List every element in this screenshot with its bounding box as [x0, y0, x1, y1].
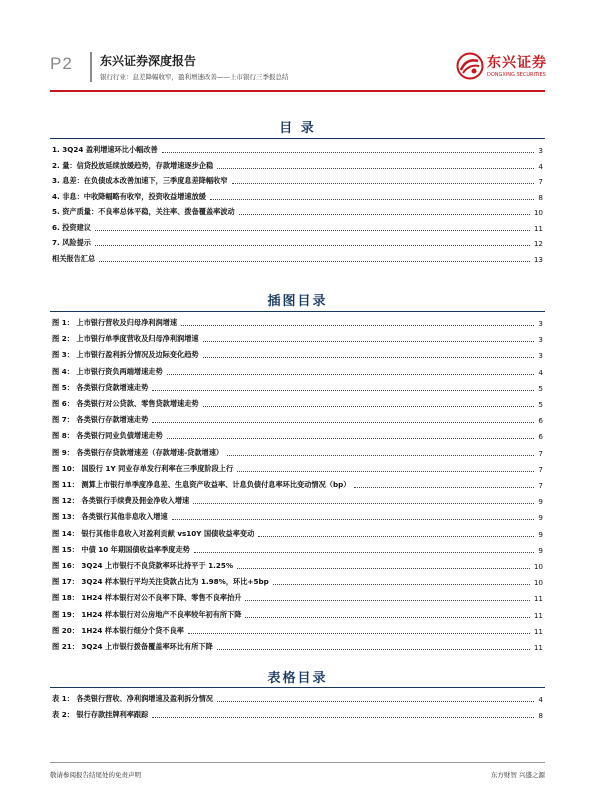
page-header [0, 0, 595, 95]
dot-leader [237, 471, 534, 472]
toc-entry[interactable] [52, 426, 543, 441]
toc-entry[interactable] [52, 345, 543, 360]
toc-entry-label: 3. 息差：在负债成本改善加速下，三季度息差降幅收窄 [52, 176, 228, 185]
toc-entry-label: 图 16： 3Q24 上市银行不良贷款率环比持平于 1.25% [52, 561, 234, 570]
toc-entry-page: 12 [533, 239, 543, 248]
toc-entry[interactable] [52, 140, 543, 155]
toc-entry-page: 9 [538, 513, 543, 523]
toc-entry[interactable] [52, 156, 543, 171]
page-number: P2 [50, 54, 73, 73]
contents-title: 目 录 [279, 121, 316, 136]
toc-entry-page: 7 [538, 481, 543, 490]
dot-leader [152, 422, 534, 423]
toc-entry[interactable] [52, 507, 543, 522]
toc-entry[interactable] [52, 313, 543, 328]
footer-rule [50, 762, 545, 763]
toc-entry-page: 6 [538, 416, 543, 426]
toc-entry[interactable] [52, 378, 543, 393]
toc-entry[interactable] [52, 233, 543, 248]
toc-entry-label: 图 3： 上市银行盈利拆分情况及边际变化趋势 [52, 350, 199, 360]
header-divider [90, 52, 92, 82]
dot-leader [181, 325, 534, 326]
toc-entry-label: 5. 资产质量：不良率总体平稳，关注率、拨备覆盖率波动 [52, 207, 235, 216]
toc-entry-label: 图 8： 各类银行同业负债增速走势 [52, 431, 163, 441]
dot-leader [95, 245, 530, 246]
toc-entry[interactable] [52, 689, 543, 704]
logo-emblem-icon [456, 52, 484, 80]
toc-entry-label: 图 6： 各类银行对公贷款、零售贷款增速走势 [52, 399, 199, 408]
toc-entry-page: 13 [533, 254, 543, 264]
dot-leader [245, 600, 529, 601]
toc-entry-label: 图 13： 各类银行其他非息收入增速 [52, 512, 168, 522]
toc-entry-label: 7. 风险提示 [52, 238, 91, 247]
toc-entry[interactable] [52, 540, 543, 555]
toc-entry-page: 9 [538, 497, 543, 507]
toc-entry-label: 图 15： 中债 10 年期国债收益率季度走势 [52, 544, 190, 554]
dot-leader [273, 584, 530, 585]
dot-leader [217, 649, 530, 650]
toc-entry[interactable] [52, 218, 543, 233]
dot-leader [232, 183, 535, 184]
dot-leader [152, 717, 534, 718]
toc-entry[interactable] [52, 443, 543, 458]
dot-leader [152, 390, 534, 391]
toc-entry-page: 5 [538, 383, 543, 393]
toc-entry-page: 11 [533, 643, 543, 652]
dot-leader [203, 341, 535, 342]
dot-leader [227, 455, 534, 456]
toc-entry-label: 图 20： 1H24 样本银行细分个贷不良率 [52, 625, 184, 635]
toc-entry[interactable] [52, 491, 543, 506]
report-title: 东兴证券深度报告 [100, 54, 197, 68]
toc-entry[interactable] [52, 705, 543, 720]
header-rule [50, 90, 545, 92]
logo-text-en: DONGXING SECURITIES [487, 72, 546, 78]
toc-entry[interactable] [52, 459, 543, 474]
toc-entry-page: 3 [538, 351, 543, 361]
toc-entry-label: 图 19： 1H24 样本银行对公房地产不良率较年初有所下降 [52, 609, 242, 619]
toc-entry-page: 9 [538, 545, 543, 555]
toc-entry[interactable] [52, 171, 543, 186]
toc-entry-page: 3 [538, 335, 543, 345]
toc-entry-label: 表 1： 各类银行营收、净利润增速及盈利拆分情况 [52, 694, 213, 703]
toc-entry-label: 图 7： 各类银行存款增速走势 [52, 415, 149, 425]
toc-entry-page: 11 [533, 626, 543, 636]
toc-entry-page: 10 [533, 578, 543, 588]
contents-rule [50, 138, 545, 139]
footer-slogan: 东方财智 兴盛之源 [490, 771, 545, 779]
toc-entry-label: 图 5： 各类银行贷款增速走势 [52, 382, 149, 392]
toc-entry[interactable] [52, 556, 543, 571]
toc-entry-label: 4. 非息：中收降幅略有收窄，投资收益增速放缓 [52, 191, 206, 201]
toc-entry-page: 4 [538, 161, 543, 171]
toc-entry-page: 10 [533, 208, 543, 217]
toc-entry[interactable] [52, 524, 543, 539]
toc-entry[interactable] [52, 329, 543, 344]
toc-entry-page: 7 [538, 177, 543, 186]
toc-entry[interactable] [52, 394, 543, 409]
dot-leader [99, 261, 530, 262]
toc-entry-label: 图 11： 测算上市银行单季度净息差、生息资产收益率、计息负债付息率环比变动情况（bp） [52, 480, 351, 489]
toc-entry-page: 11 [533, 610, 543, 620]
figures-title: 插图目录 [267, 294, 328, 309]
toc-entry-page: 10 [533, 562, 543, 571]
dot-leader [217, 168, 534, 169]
dot-leader [95, 230, 530, 231]
figures-rule [50, 311, 545, 312]
toc-entry-label: 相关报告汇总 [52, 253, 96, 263]
toc-entry-page: 8 [538, 192, 543, 202]
toc-entry[interactable] [52, 588, 543, 603]
toc-entry-page: 9 [538, 529, 543, 539]
toc-entry-page: 6 [538, 432, 543, 442]
dot-leader [188, 633, 530, 634]
company-logo [456, 52, 556, 82]
toc-entry-label: 图 10： 国股行 1Y 同业存单发行利率在三季度阶段上行 [52, 463, 234, 473]
toc-entry[interactable] [52, 621, 543, 636]
dot-leader [210, 199, 534, 200]
report-subtitle: 银行行业：息差降幅收窄，盈利增速改善——上市银行三季报总结 [100, 73, 289, 81]
toc-entry[interactable] [52, 249, 543, 264]
toc-entry-label: 图 1： 上市银行营收及归母净利润增速 [52, 318, 178, 327]
toc-entry-page: 3 [538, 146, 543, 155]
dot-leader [239, 214, 530, 215]
dot-leader [203, 357, 535, 358]
tables-rule [50, 687, 545, 688]
toc-entry-page: 11 [533, 594, 543, 604]
toc-entry-label: 图 14： 银行其他非息收入对盈利贡献 vs10Y 国债收益率变动 [52, 528, 255, 538]
toc-entry[interactable] [52, 410, 543, 425]
dot-leader [217, 701, 534, 702]
toc-entry-page: 5 [538, 400, 543, 409]
dot-leader [203, 406, 535, 407]
toc-entry-page: 7 [538, 448, 543, 458]
toc-entry-page: 8 [538, 711, 543, 721]
dot-leader [258, 536, 534, 537]
toc-entry-page: 3 [538, 319, 543, 328]
toc-entry-page: 11 [533, 223, 543, 233]
footer-disclaimer: 敬请参阅报告结尾处的免责声明 [50, 771, 141, 779]
dot-leader [245, 617, 529, 618]
toc-entry-page: 4 [538, 367, 543, 377]
toc-entry-label: 1. 3Q24 盈利增速环比小幅改善 [52, 145, 158, 154]
toc-entry[interactable] [52, 187, 543, 202]
toc-entry-page: 4 [538, 695, 543, 704]
dot-leader [193, 503, 534, 504]
toc-entry-label: 6. 投资建议 [52, 222, 91, 232]
dot-leader [167, 438, 535, 439]
toc-entry[interactable] [52, 202, 543, 217]
toc-entry-label: 图 12： 各类银行手续费及佣金净收入增速 [52, 496, 190, 506]
toc-entry-label: 图 9： 各类银行存贷款增速差（存款增速-贷款增速） [52, 447, 224, 457]
toc-entry-label: 图 17： 3Q24 样本银行平均关注贷款占比为 1.98%，环比+5bp [52, 577, 269, 587]
toc-entry-label: 图 2： 上市银行单季度营收及归母净利润增速 [52, 334, 199, 344]
toc-entry-label: 2. 量：信贷投放延续放缓趋势，存款增速逐步企稳 [52, 160, 214, 170]
tables-title: 表格目录 [267, 671, 328, 686]
dot-leader [167, 374, 535, 375]
logo-text-cn: 东兴证券 [487, 55, 547, 71]
dot-leader [194, 552, 535, 553]
toc-entry-label: 表 2： 银行存款挂牌利率跟踪 [52, 710, 149, 720]
toc-entry[interactable] [52, 572, 543, 587]
toc-entry[interactable] [52, 362, 543, 377]
dot-leader [237, 568, 530, 569]
toc-entry-page: 7 [538, 464, 543, 474]
toc-entry-label: 图 18： 1H24 样本银行对公不良率下降、零售不良率抬升 [52, 593, 242, 603]
dot-leader [162, 152, 535, 153]
toc-entry[interactable] [52, 605, 543, 620]
toc-entry[interactable] [52, 475, 543, 490]
toc-entry[interactable] [52, 637, 543, 652]
toc-entry-label: 图 4： 上市银行资负两端增速走势 [52, 366, 163, 376]
dot-leader [172, 519, 535, 520]
dot-leader [354, 487, 534, 488]
toc-entry-label: 图 21： 3Q24 上市银行拨备覆盖率环比有所下降 [52, 642, 213, 651]
